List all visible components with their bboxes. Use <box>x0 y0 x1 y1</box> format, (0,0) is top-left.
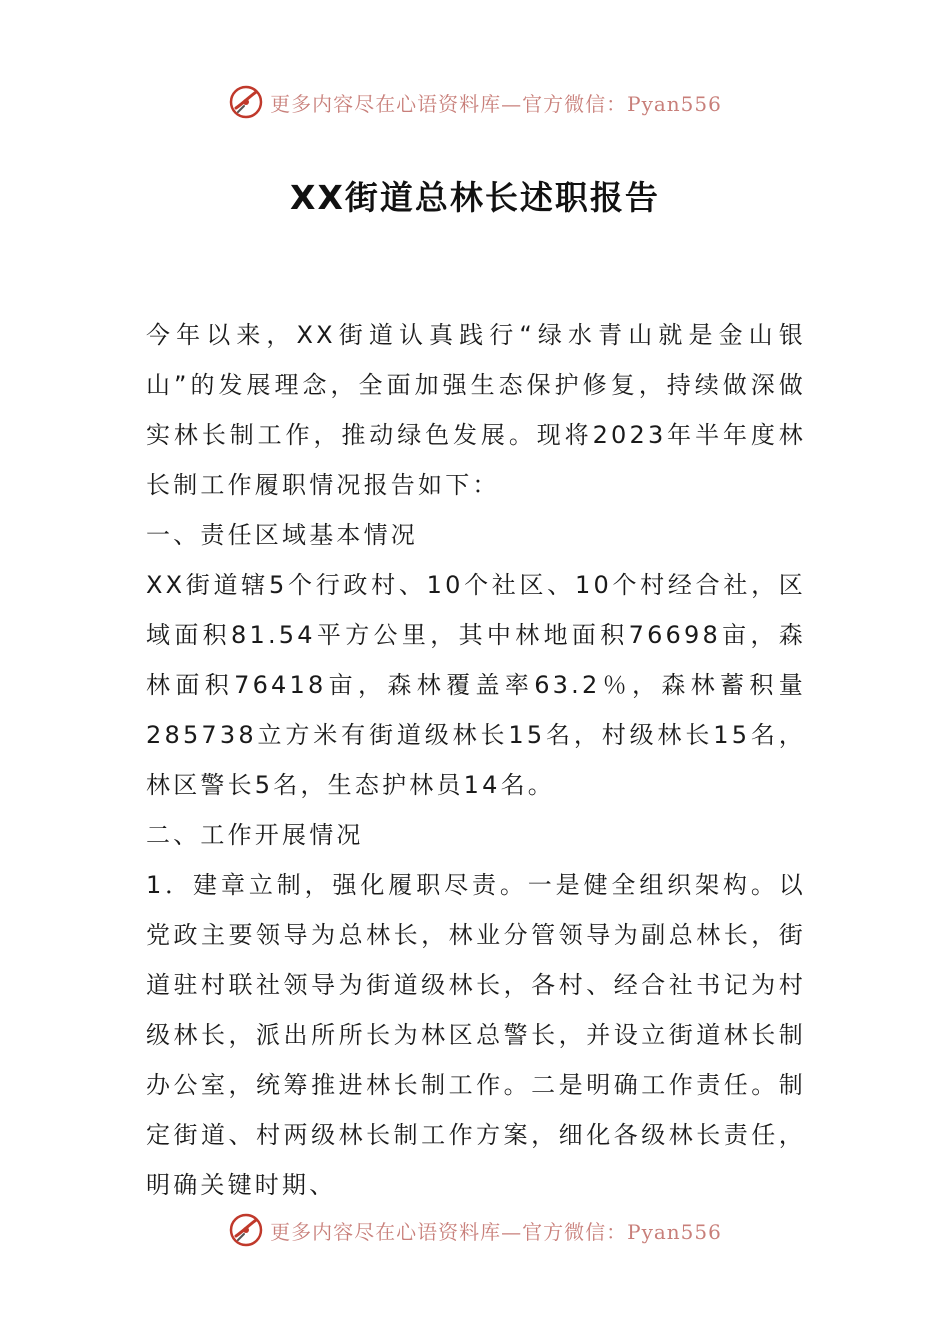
header-watermark <box>0 84 950 120</box>
document-body <box>146 310 806 1210</box>
document-title: XX街道总林长述职报告 <box>290 178 660 217</box>
footer-watermark <box>0 1212 950 1248</box>
paragraph-work-1: 1．建章立制，强化履职尽责。一是健全组织架构。以党政主要领导为总林长，林业分管领导为副总林长，街道驻村联社领导为街道级林长，各村、经合社书记为村级林长，派出所所长为林区总警长，并设立街道林长制办公室，统筹推进林长制工作。二是明确工作责任。制定街道、村两级林长制工作方案，细化各级林长责任，明确关键时期、 <box>146 871 806 1199</box>
paragraph-intro: 今年以来，XX街道认真践行“绿水青山就是金山银山”的发展理念，全面加强生态保护修复，持续做深做实林长制工作，推动绿色发展。现将2023年半年度林长制工作履职情况报告如下： <box>146 321 806 499</box>
paragraph-area-info: XX街道辖5个行政村、10个社区、10个村经合社，区域面积81.54平方公里，其中林地面积76698亩，森林面积76418亩，森林覆盖率63.2％，森林蓄积量285738立方米有街道级林长15名，村级林长15名，林区警长5名，生态护林员14名。 <box>146 571 806 799</box>
section-heading-2: 二、工作开展情况 <box>146 821 364 849</box>
watermark-text: 更多内容尽在心语资料库—官方微信：Pyan556 <box>270 91 722 116</box>
pen-logo-icon <box>228 84 264 120</box>
watermark-text: 更多内容尽在心语资料库—官方微信：Pyan556 <box>270 1219 722 1244</box>
section-heading-1: 一、责任区域基本情况 <box>146 521 418 549</box>
pen-logo-icon <box>228 1212 264 1248</box>
